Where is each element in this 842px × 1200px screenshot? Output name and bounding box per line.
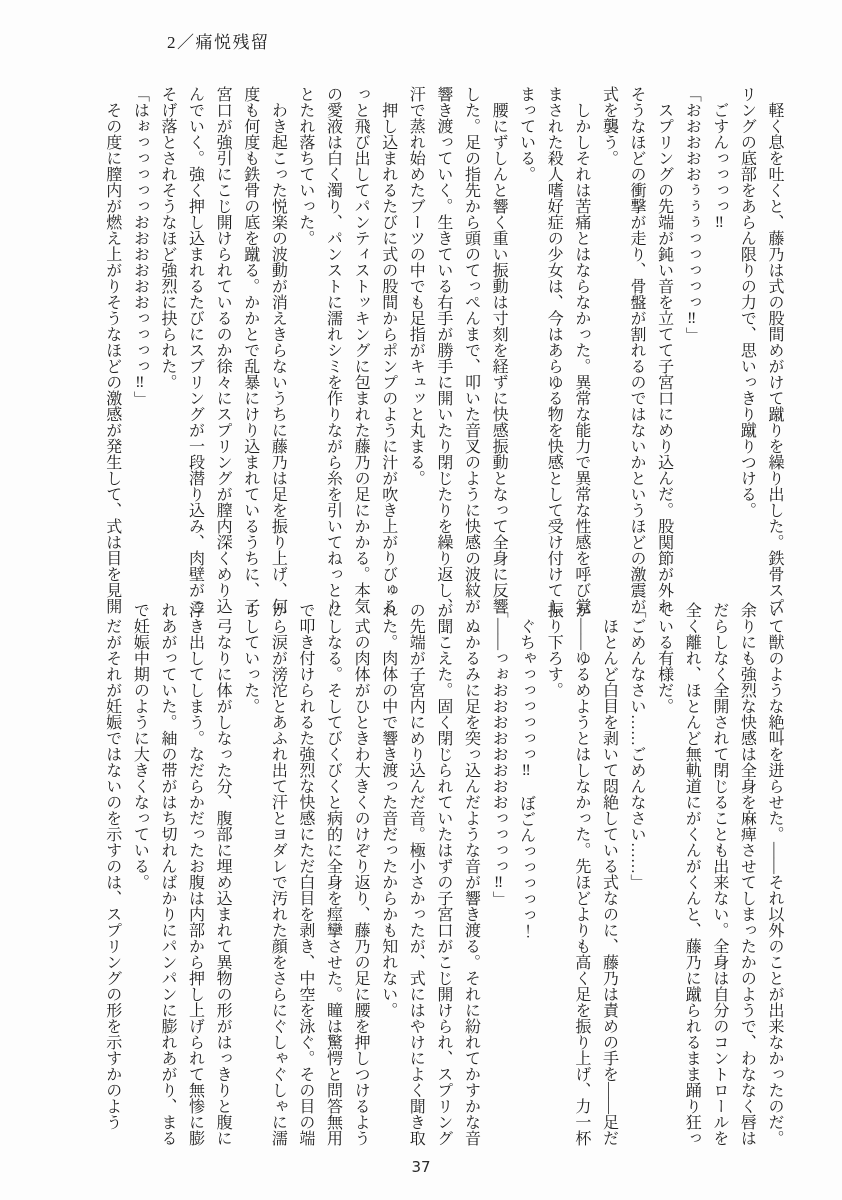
paragraph: ぐちゃっっっっっっ‼ ぼごんっっっっっ！	[517, 618, 535, 939]
paragraph: 弓なりに体がしなった分、腹部に埋め込まれて異物の形がはっきりと腹に浮き出してしまう。なだらかだったお腹は内部から押し上げられて無惨に膨れあがっていた。紬の帯がはち切れんばかりにパンパンに膨れあがり、まるで妊娠中期のように大きくなっている。	[131, 602, 232, 1146]
chapter-header: 2／痛悦残留	[167, 33, 270, 52]
paragraph: 腰にずしんと響く重い振動は寸刻を経ずに快感振動となって全身に反響した。足の指先から頭のてっぺんまで、叩いた音叉のように快感の波紋が響き渡っていく。生きている右手が勝手に開いたり閉じたりを繰り返し、汗で蒸れ始めたブーツの中でも足指がキュッと丸まる。	[407, 86, 508, 614]
paragraph: 式の肉体がひときわ大きくのけぞり返り、藤乃の足に腰を押しつけるようにしなる。そしてびくびくと病的に全身を痙攣させた。瞳は驚愕と問答無用で叩き付けられるた強烈な快感にただ白目を剥き、中空を泳ぐ。その目の端から涙が滂沱とあふれ出て汗とヨダレで汚れた顔をさらにぐしゃぐしゃに濡らしていった。	[241, 602, 370, 1146]
paragraph: 軽く息を吐くと、藤乃は式の股間めがけて蹴りを繰り出した。鉄骨スプリングの底部をあらん限りの力で、思いっきり蹴りつける。	[738, 86, 783, 614]
paragraph: わき起こった悦楽の波動が消えきらないうちに藤乃は足を振り上げ、何度も何度も鉄骨の底を蹴る。かかとで乱暴にけり込まれているうちに、子宮口が強引にこじ開けられているのか徐々にスプリングが膣内深くめり込んでいく。強く押し込まれるたびにスプリングが一段潜り込み、肉壁がこそげ落とされそうなほど強烈に抉られた。	[158, 86, 287, 614]
paragraph: 押し込まれるたびに式の股間からポンプのように汁が吹き上がりびゅるっと飛び出してパンティストッキングに包まれた藤乃の足にかかる。本気の愛液は白く濁り、パンストに濡れシミを作りながら糸を引いてねっとりとたれ落ちていった。	[296, 86, 397, 614]
paragraph: ほとんど白目を剥いて悶絶している式なのに、藤乃は責めの手を――足だが――ゆるめようとはしなかった。先ほどよりも高く足を振り上げ、力一杯振り下ろす。	[545, 602, 618, 1146]
paragraph: しかしそれは苦痛とはならなかった。異常な能力で異常な性感を呼び覚まされた殺人嗜好症の少女は、今はあらゆる物を快感として受け付けてしまっている。	[517, 86, 590, 614]
paragraph: ぬかるみに足を突っ込んだような音が響き渡る。それに紛れてかすかな音が聞こえた。固く閉じられていたはずの子宮口がこじ開けられ、スプリングの先端が子宮内にめり込んだ音。極小さかったが、式にはやけによく聞き取れた。肉体の中で響き渡った音だったからかも知れない。	[379, 602, 480, 1146]
paragraph: 「おおおおおぅぅぅっっっっっ‼」	[683, 86, 701, 343]
paragraph: その度に膣内が燃え上がりそうなほどの激感が発生して、式は目を見開	[103, 102, 121, 614]
paragraph: いて獣のような絶叫を迸らせた。――それ以外のことが出来なかったのだ。余りにも強烈な快感は全身を麻痺させてしまったかのようで、わななく唇はだらしなく全開されて閉じることも出来ない。全身は自分のコントロールを全く離れ、ほとんど無軌道にがくんがくんと、藤乃に蹴られるまま踊り狂っている有様だ。	[655, 602, 783, 1146]
paragraph: ごすんっっっっ‼	[710, 102, 728, 231]
paragraph: 「――っぉおおおおおおおおっっっっ‼」	[490, 602, 508, 907]
lower-text-block	[88, 602, 788, 1150]
paragraph: 「ごめんなさい……ごめんなさい……」	[628, 602, 646, 890]
upper-text-block	[88, 86, 788, 616]
page-number: 37	[411, 1158, 431, 1176]
paragraph: だがそれが妊娠ではないのを示すのは、スプリングの形を示すかのよう	[103, 618, 121, 1130]
paragraph: 「はぉっっっっっおおおおおおっっっっ‼」	[131, 86, 149, 407]
paragraph: スプリングの先端が鈍い音を立てて子宮口にめり込んだ。股関節が外れそうなほどの衝撃が走り、骨盤が割れるのではないかというほどの激震が式を襲う。	[600, 86, 673, 614]
